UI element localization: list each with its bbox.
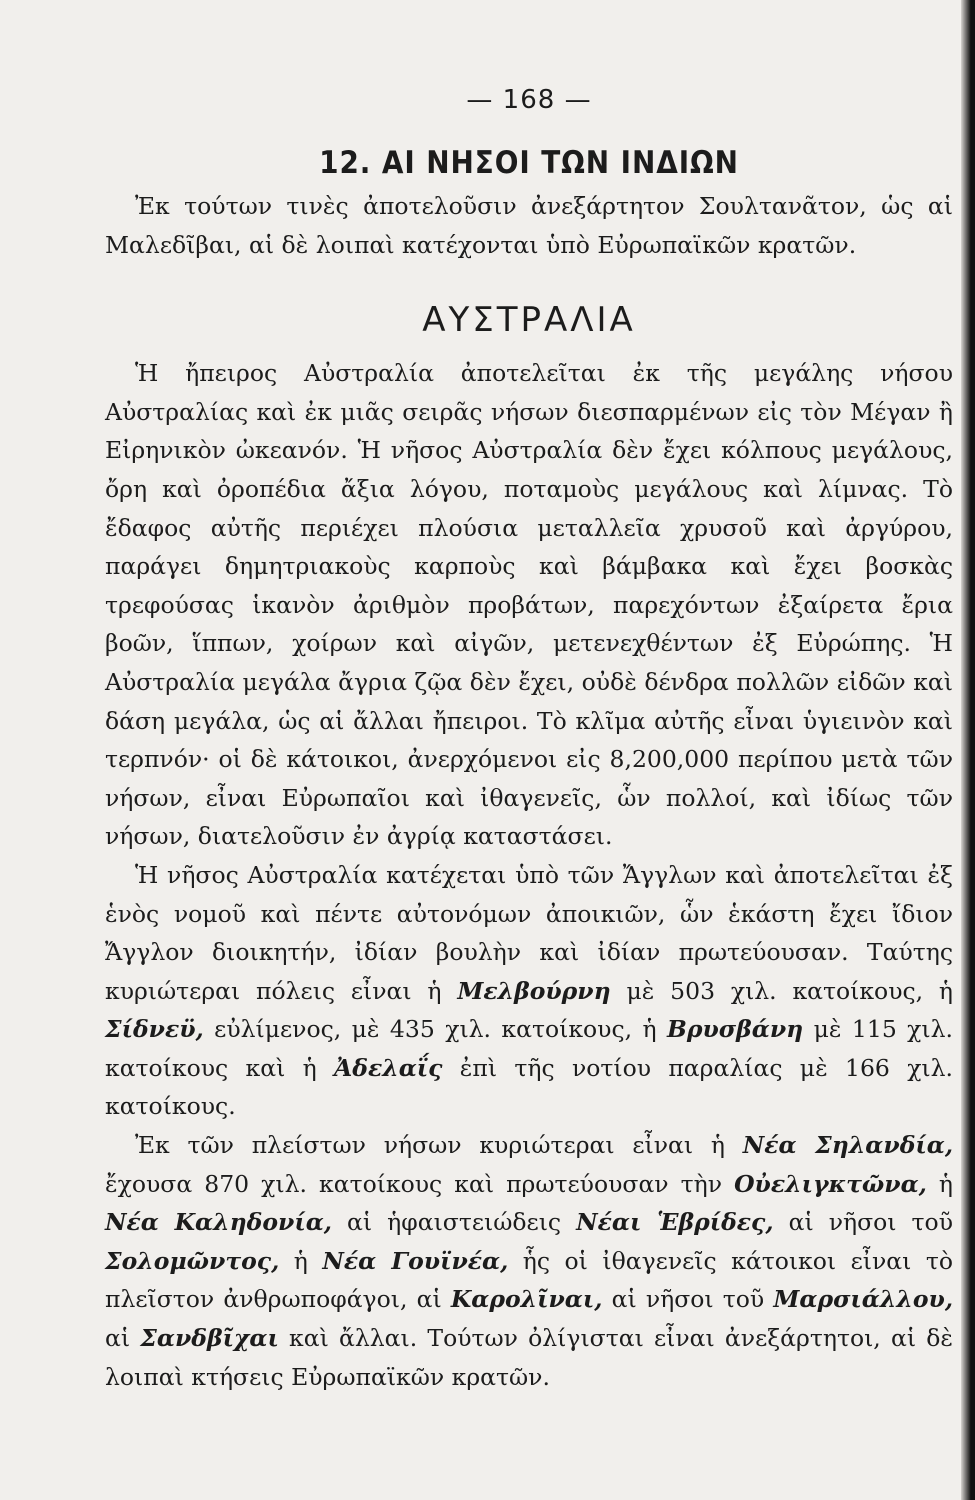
- place-name: Σολομῶντος,: [105, 1246, 280, 1275]
- text-segment: ἐπὶ τῆς νοτίου παραλίας μὲ 166 χιλ. κατοίκους.: [105, 1053, 954, 1121]
- place-name: Σανδβῖχαι: [140, 1324, 279, 1353]
- city-name: Βρυσβάνη: [667, 1015, 804, 1044]
- text-segment: ἔχουσα 870 χιλ. κατοίκους καὶ πρωτεύουσαν τὴν: [105, 1169, 735, 1198]
- text-segment: καὶ ἄλλαι. Τούτων ὀλίγισται εἶναι ἀνεξάρτητοι, αἱ δὲ λοιπαὶ κτήσεις Εὐρωπαϊκῶν κρατῶν.: [105, 1324, 953, 1391]
- paragraph-islands: [105, 1126, 953, 1396]
- city-name: Μελβούρνη: [457, 976, 611, 1005]
- text-segment: αἱ νῆσοι τοῦ: [773, 1208, 953, 1237]
- text-segment: αἱ νῆσοι τοῦ: [602, 1285, 774, 1314]
- page-edge-shadow: [961, 0, 975, 1500]
- page-number: — 168 —: [466, 85, 592, 115]
- text-segment: εὐλίμενος, μὲ 435 χιλ. κατοίκους, ἡ: [203, 1015, 667, 1044]
- place-name: Νέα Σηλανδία,: [742, 1131, 953, 1160]
- place-name: Νέα Καληδονία,: [105, 1208, 332, 1237]
- city-name: Ἀδελαΐς: [334, 1053, 443, 1082]
- text-segment: μὲ 503 χιλ. κατοίκους, ἡ: [610, 976, 953, 1005]
- paragraph-cities: [105, 856, 953, 1126]
- text-segment: ἧς οἱ ἰθαγενεῖς κάτοικοι εἶναι τὸ πλεῖστον ἀνθρωποφάγοι, αἱ: [105, 1246, 953, 1314]
- section-title: ΑΥΣΤΡΑΛΙΑ: [422, 300, 636, 341]
- place-name: Οὐελιγκτῶνα,: [734, 1169, 927, 1198]
- text-segment: μὲ 115 χιλ. κατοίκους καὶ ἡ: [105, 1015, 953, 1082]
- chapter-title: 12. ΑΙ ΝΗΣΟΙ ΤΩΝ ΙΝΔΙΩΝ: [319, 145, 739, 181]
- place-name: Νέα Γουϊνέα,: [322, 1246, 509, 1275]
- text-segment: αἱ ἡφαιστειώδεις: [331, 1208, 577, 1237]
- place-name: Καρολῖναι,: [450, 1285, 603, 1314]
- text-segment: Ἐκ τῶν πλείστων νήσων κυριώτεραι εἶναι ἡ: [135, 1131, 743, 1160]
- chapter-intro-paragraph: Ἐκ τούτων τινὲς ἀποτελοῦσιν ἀνεξάρτητον Σουλτανᾶτον, ὡς αἱ Μαλεδῖβαι, αἱ δὲ λοιπαὶ κατέχονται ὑπὸ Εὐρωπαϊκῶν κρατῶν.: [105, 192, 953, 259]
- text-segment: Ἡ νῆσος Αὐστραλία κατέχεται ὑπὸ τῶν Ἄγγλων καὶ ἀποτελεῖται ἐξ ἑνὸς νομοῦ καὶ πέντε αὐτονόμων ἀποικιῶν, ὧν ἑκάστη ἔχει ἴδιον Ἄγγλον διοικητήν, ἰδίαν βουλὴν καὶ ἰδίαν πρωτεύουσαν. Ταύτης κυριώτεραι πόλεις εἶναι ἡ: [105, 860, 953, 1005]
- place-name: Νέαι Ἑβρίδες,: [576, 1208, 774, 1237]
- page-content: [105, 85, 953, 1396]
- text-segment: ἡ: [279, 1246, 323, 1275]
- text-segment: αἱ: [105, 1324, 141, 1353]
- text-segment: ἡ: [926, 1169, 953, 1198]
- paragraph-continent: Ἡ ἤπειρος Αὐστραλία ἀποτελεῖται ἐκ τῆς μεγάλης νήσου Αὐστραλίας καὶ ἐκ μιᾶς σειρᾶς νήσων διεσπαρμένων εἰς τὸν Μέγαν ἢ Εἰρηνικὸν ὠκεανόν. Ἡ νῆσος Αὐστραλία δὲν ἔχει κόλπους μεγάλους, ὄρη καὶ ὀροπέδια ἄξια λόγου, ποταμοὺς μεγάλους καὶ λίμνας. Τὸ ἔδαφος αὐτῆς περιέχει πλούσια μεταλλεῖα χρυσοῦ καὶ ἀργύρου, παράγει δημητριακοὺς καρποὺς καὶ βάμβακα καὶ ἔχει βοσκὰς τρεφούσας ἱκανὸν ἀριθμὸν προβάτων, παρεχόντων ἐξαίρετα ἔρια βοῶν, ἵππων, χοίρων καὶ αἰγῶν, μετενεχθέντων ἐξ Εὐρώπης. Ἡ Αὐστραλία μεγάλα ἄγρια ζῷα δὲν ἔχει, οὐδὲ δένδρα πολλῶν εἰδῶν καὶ δάση μεγάλα, ὡς αἱ ἄλλαι ἤπειροι. Τὸ κλῖμα αὐτῆς εἶναι ὑγιεινὸν καὶ τερπνόν· οἱ δὲ κάτοικοι, ἀνερχόμενοι εἰς 8,200,000 περίπου μετὰ τῶν νήσων, εἶναι Εὐρωπαῖοι καὶ ἰθαγενεῖς, ὧν πολλοί, καὶ ἰδίως τῶν νήσων, διατελοῦσιν ἐν ἀγρίᾳ καταστάσει.: [105, 359, 953, 851]
- place-name: Μαρσιάλλου,: [773, 1285, 953, 1314]
- city-name: Σίδνεϋ,: [105, 1015, 204, 1044]
